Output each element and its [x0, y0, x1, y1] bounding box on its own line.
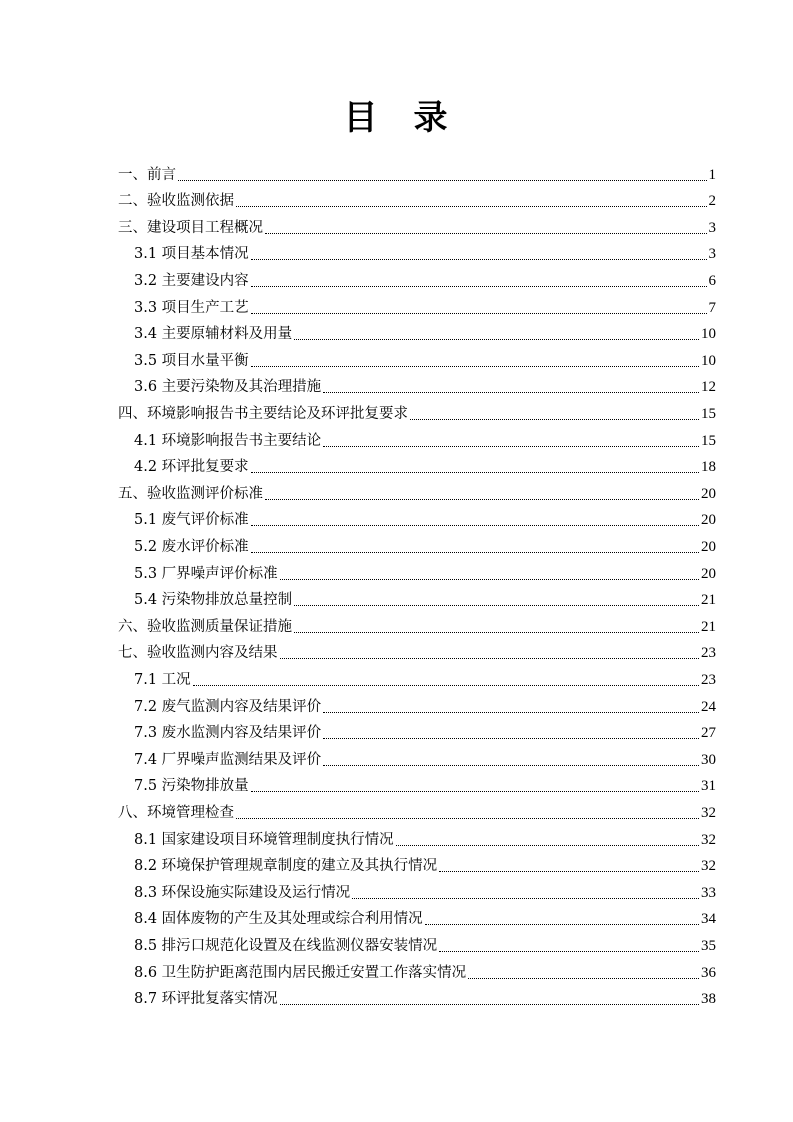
toc-entry-label: 7.4 厂界噪声监测结果及评价 — [134, 751, 322, 768]
toc-entry-label: 7.2 废气监测内容及结果评价 — [134, 698, 322, 715]
toc-entry-label: 7.5 污染物排放量 — [134, 778, 249, 795]
toc-entry[interactable] — [134, 557, 716, 584]
toc-entry-label: 3.6 主要污染物及其治理措施 — [134, 379, 322, 396]
toc-entry-page-number: 21 — [701, 592, 716, 609]
toc-entry[interactable] — [134, 504, 716, 531]
toc-entry-label: 5.2 废水评价标准 — [134, 538, 249, 555]
toc-entry-page-number: 1 — [708, 166, 716, 183]
toc-entry-page-number: 7 — [708, 299, 716, 316]
toc-entry[interactable] — [118, 158, 716, 185]
toc-entry-label: 八、环境管理检查 — [118, 804, 234, 821]
page-title-char-1: 目 — [343, 98, 380, 138]
toc-entry-page-number: 23 — [701, 671, 716, 688]
toc-entry[interactable] — [118, 637, 716, 664]
toc-entry[interactable] — [134, 929, 716, 956]
toc-entry-page-number: 12 — [701, 379, 716, 396]
toc-entry[interactable] — [118, 185, 716, 212]
toc-entry-label: 六、验收监测质量保证措施 — [118, 618, 292, 635]
toc-entry[interactable] — [134, 424, 716, 451]
toc-entry-page-number: 32 — [701, 831, 716, 848]
toc-entry-page-number: 33 — [701, 884, 716, 901]
toc-entry-page-number: 20 — [701, 485, 716, 502]
toc-entry[interactable] — [134, 956, 716, 983]
toc-entry-label: 4.2 环评批复要求 — [134, 459, 249, 476]
toc-entry[interactable] — [118, 211, 716, 238]
toc-entry[interactable] — [134, 291, 716, 318]
toc-dot-leader — [468, 977, 699, 979]
toc-dot-leader — [396, 844, 699, 846]
page-title-char-2: 录 — [413, 98, 450, 138]
toc-entry[interactable] — [134, 584, 716, 611]
toc-entry-page-number: 20 — [701, 565, 716, 582]
toc-entry-page-number: 32 — [701, 858, 716, 875]
toc-entry[interactable] — [134, 983, 716, 1010]
toc-entry[interactable] — [134, 371, 716, 398]
toc-dot-leader — [323, 764, 699, 766]
toc-entry[interactable] — [134, 344, 716, 371]
toc-entry[interactable] — [118, 477, 716, 504]
toc-entry-label: 四、环境影响报告书主要结论及环评批复要求 — [118, 405, 408, 422]
toc-dot-leader — [251, 551, 699, 553]
toc-entry-label: 8.1 国家建设项目环境管理制度执行情况 — [134, 831, 394, 848]
toc-dot-leader — [352, 897, 699, 899]
toc-dot-leader — [236, 205, 707, 207]
toc-dot-leader — [265, 232, 707, 234]
toc-entry-page-number: 2 — [708, 193, 716, 210]
page-title — [0, 92, 793, 144]
toc-entry-page-number: 31 — [701, 778, 716, 795]
toc-entry-page-number: 18 — [701, 459, 716, 476]
toc-dot-leader — [280, 578, 699, 580]
toc-dot-leader — [323, 391, 699, 393]
toc-entry-label: 8.4 固体废物的产生及其处理或综合利用情况 — [134, 911, 423, 928]
toc-entry-page-number: 27 — [701, 725, 716, 742]
toc-entry-page-number: 24 — [701, 698, 716, 715]
toc-entry-label: 5.1 废气评价标准 — [134, 512, 249, 529]
toc-entry-label: 4.1 环境影响报告书主要结论 — [134, 432, 322, 449]
toc-entry[interactable] — [118, 397, 716, 424]
toc-dot-leader — [323, 711, 699, 713]
toc-dot-leader — [265, 498, 699, 500]
toc-entry-page-number: 10 — [701, 326, 716, 343]
toc-entry-label: 3.1 项目基本情况 — [134, 246, 249, 263]
toc-dot-leader — [294, 604, 699, 606]
toc-dot-leader — [251, 285, 707, 287]
toc-entry-page-number: 15 — [701, 432, 716, 449]
toc-entry-page-number: 3 — [708, 219, 716, 236]
toc-entry-label: 8.7 环评批复落实情况 — [134, 991, 278, 1008]
toc-entry[interactable] — [134, 530, 716, 557]
toc-dot-leader — [280, 657, 700, 659]
toc-dot-leader — [251, 258, 707, 260]
toc-dot-leader — [294, 338, 699, 340]
toc-entry-label: 一、前言 — [118, 166, 176, 183]
toc-dot-leader — [251, 524, 699, 526]
toc-entry[interactable] — [134, 717, 716, 744]
toc-entry[interactable] — [134, 903, 716, 930]
toc-entry-label: 8.6 卫生防护距离范围内居民搬迁安置工作落实情况 — [134, 964, 467, 981]
toc-entry[interactable] — [134, 876, 716, 903]
toc-entry-page-number: 3 — [708, 246, 716, 263]
toc-dot-leader — [410, 418, 699, 420]
toc-entry[interactable] — [134, 850, 716, 877]
toc-entry[interactable] — [134, 770, 716, 797]
toc-entry-label: 8.5 排污口规范化设置及在线监测仪器安装情况 — [134, 937, 438, 954]
toc-dot-leader — [251, 471, 699, 473]
toc-dot-leader — [439, 870, 699, 872]
toc-entry-page-number: 34 — [701, 911, 716, 928]
toc-dot-leader — [294, 631, 699, 633]
toc-dot-leader — [439, 950, 699, 952]
toc-entry-label: 7.1 工况 — [134, 671, 191, 688]
toc-entry-label: 5.4 污染物排放总量控制 — [134, 592, 293, 609]
toc-entry[interactable] — [134, 690, 716, 717]
toc-entry[interactable] — [134, 238, 716, 265]
toc-dot-leader — [323, 445, 699, 447]
toc-entry-label: 五、验收监测评价标准 — [118, 485, 263, 502]
toc-entry-page-number: 38 — [701, 991, 716, 1008]
toc-entry[interactable] — [118, 796, 716, 823]
toc-dot-leader — [251, 365, 699, 367]
toc-entry-label: 二、验收监测依据 — [118, 193, 234, 210]
toc-entry-label: 7.3 废水监测内容及结果评价 — [134, 725, 322, 742]
toc-entry-page-number: 23 — [701, 645, 716, 662]
toc-entry[interactable] — [134, 264, 716, 291]
toc-dot-leader — [251, 790, 699, 792]
toc-entry-label: 3.2 主要建设内容 — [134, 272, 249, 289]
toc-dot-leader — [425, 923, 699, 925]
toc-entry[interactable] — [134, 318, 716, 345]
toc-entry-page-number: 6 — [708, 272, 716, 289]
toc-entry-label: 三、建设项目工程概况 — [118, 219, 263, 236]
toc-entry-page-number: 35 — [701, 937, 716, 954]
toc-dot-leader — [193, 684, 699, 686]
toc-dot-leader — [280, 1003, 699, 1005]
toc-entry[interactable] — [134, 823, 716, 850]
toc-entry-page-number: 21 — [701, 618, 716, 635]
toc-entry[interactable] — [134, 451, 716, 478]
toc-dot-leader — [236, 817, 699, 819]
toc-entry-page-number: 30 — [701, 751, 716, 768]
toc-entry-page-number: 10 — [701, 352, 716, 369]
toc-entry[interactable] — [134, 743, 716, 770]
toc-entry-page-number: 15 — [701, 405, 716, 422]
toc-entry-label: 七、验收监测内容及结果 — [118, 645, 278, 662]
toc-entry-page-number: 32 — [701, 804, 716, 821]
toc-entry[interactable] — [134, 663, 716, 690]
toc-entry-label: 3.4 主要原辅材料及用量 — [134, 326, 293, 343]
toc-dot-leader — [323, 737, 699, 739]
toc-entry-label: 5.3 厂界噪声评价标准 — [134, 565, 278, 582]
toc-entry[interactable] — [118, 610, 716, 637]
toc-entry-page-number: 20 — [701, 538, 716, 555]
toc-dot-leader — [251, 312, 707, 314]
toc-entry-label: 3.3 项目生产工艺 — [134, 299, 249, 316]
toc-dot-leader — [178, 179, 707, 181]
toc-entry-page-number: 36 — [701, 964, 716, 981]
toc-entry-label: 3.5 项目水量平衡 — [134, 352, 249, 369]
toc-entry-label: 8.3 环保设施实际建设及运行情况 — [134, 884, 351, 901]
toc-entry-label: 8.2 环境保护管理规章制度的建立及其执行情况 — [134, 858, 438, 875]
toc-entry-page-number: 20 — [701, 512, 716, 529]
